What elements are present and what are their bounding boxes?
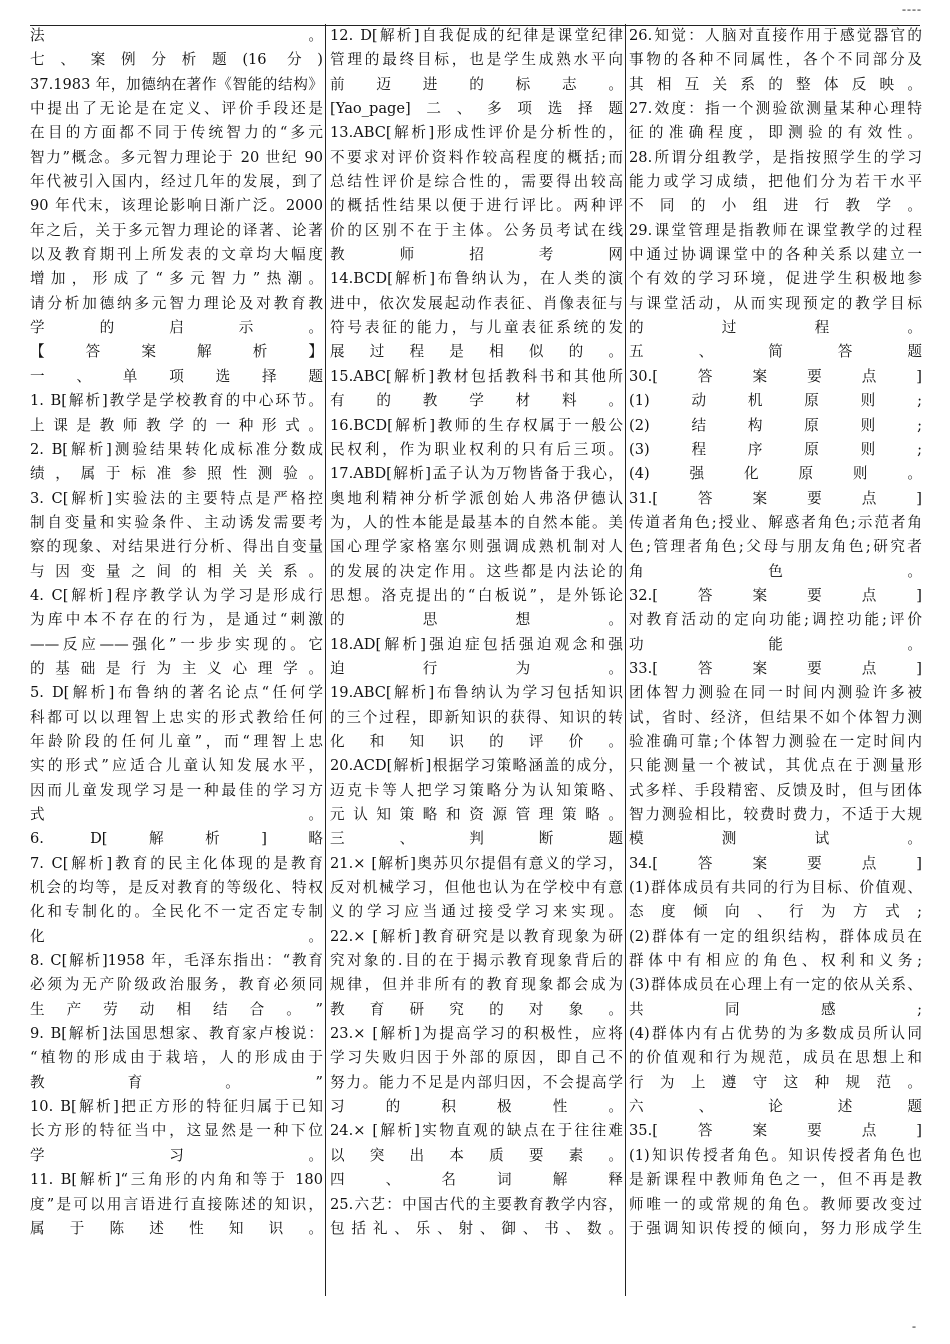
- text-line: 33.[答案要点]: [629, 659, 922, 677]
- text-line: 27.效度：指一个测验欲测量某种心理特: [629, 100, 922, 118]
- text-line: 29.课堂管理是指教师在课堂教学的过程: [629, 221, 922, 239]
- text-line: 4. C[解析]程序教学认为学习是形成行: [30, 586, 323, 604]
- text-line: 是新课程中教师角色之一，但不再是教: [629, 1171, 922, 1189]
- text-line: 行为上遵守这种规范。: [629, 1073, 922, 1091]
- text-line: 不同的小组进行教学。: [629, 197, 922, 215]
- text-line: 包括礼、乐、射、御、书、数。: [330, 1219, 623, 1237]
- text-line: 30.[答案要点]: [629, 367, 922, 385]
- text-line: 为库中本不存在的行为，是通过“刺激: [30, 611, 323, 629]
- text-line: 能力或学习成绩，把他们分为若干水平: [629, 173, 922, 191]
- text-line: 一、单项选择题: [30, 367, 323, 385]
- text-line: 色;管理者角色;父母与朋友角色;研究者: [629, 538, 922, 556]
- text-line: 增加，形成了“多元智力”热潮。: [30, 270, 323, 288]
- text-line: 察的现象、对结果进行分析、得出自变量: [30, 538, 323, 556]
- text-line: (4)强化原则。: [629, 465, 922, 483]
- text-line: 三、判断题: [330, 830, 623, 848]
- text-line: 教育。”: [30, 1073, 323, 1091]
- text-line: 规律，但并非所有的教育现象都会成为: [330, 976, 623, 994]
- text-line: 9. B[解析]法国思想家、教育家卢梭说：: [30, 1025, 323, 1043]
- text-column-left: [30, 24, 323, 1344]
- text-line: 上课是教师教学的一种形式。: [30, 416, 323, 434]
- page-bottom-mark: -: [912, 1319, 916, 1333]
- text-line: 学的启示。: [30, 319, 323, 337]
- text-line: (1)动机原则;: [629, 392, 922, 410]
- text-line: 14.BCD[解析]布鲁纳认为，在人类的演: [330, 270, 623, 288]
- text-line: (2)结构原则;: [629, 416, 922, 434]
- text-column-middle: [330, 24, 623, 1344]
- text-line: 努力。能力不足是内部归因，不会提高学: [330, 1073, 623, 1091]
- column-divider: [625, 24, 626, 1296]
- text-line: 年龄阶段的任何儿童”，而“理智上忠: [30, 732, 323, 750]
- text-line: 35.[答案要点]: [629, 1122, 922, 1140]
- text-line: 符号表征的能力，与儿童表征系统的发: [330, 319, 623, 337]
- text-line: (1)群体成员有共同的行为目标、价值观、: [629, 879, 922, 897]
- text-line: 教育研究的对象。: [330, 1000, 623, 1018]
- text-line: 1. B[解析]教学是学校教育的中心环节。: [30, 392, 323, 410]
- text-line: “植物的形成由于栽培，人的形成由于: [30, 1049, 323, 1067]
- text-line: 7. C[解析]教育的民主化体现的是教育: [30, 854, 323, 872]
- text-line: 只能测量一个被试，其优点在于测量形: [629, 757, 922, 775]
- text-line: 前迈进的标志。: [330, 75, 623, 93]
- text-line: 民权利，作为职业权利的只有后三项。: [330, 440, 623, 458]
- text-line: 学习。: [30, 1146, 323, 1164]
- text-line: 12. D[解析]自我促成的纪律是课堂纪律: [330, 27, 623, 44]
- text-line: 角色。: [629, 562, 922, 580]
- text-line: 征的准确程度，即测验的有效性。: [629, 124, 922, 142]
- text-line: 团体智力测验在同一时间内测验许多被: [629, 684, 922, 702]
- text-line: 国心理学家格塞尔则强调成熟机制对人: [330, 538, 623, 556]
- text-line: 18.AD[解析]强迫症包括强迫观念和强: [330, 635, 623, 653]
- text-line: 【答案解析】: [30, 343, 323, 361]
- text-line: 中通过协调课堂中的各种关系以建立一: [629, 246, 922, 264]
- text-line: 15.ABC[解析]教材包括教科书和其他所: [330, 367, 623, 385]
- text-line: 以突出本质要素。: [330, 1146, 623, 1164]
- text-line: 因而儿童发现学习是一种最佳的学习方: [30, 781, 323, 799]
- text-line: 个有效的学习环境，促进学生积极地参: [629, 270, 922, 288]
- text-line: 长方形的特征当中，这显然是一种下位: [30, 1122, 323, 1140]
- text-line: 迫行为。: [330, 659, 623, 677]
- text-line: 24.× [解析]实物直观的缺点在于往往难: [330, 1122, 623, 1140]
- text-line: [Yao_page]二、多项选择题: [330, 100, 623, 118]
- text-line: 37.1983 年，加德纳在著作《智能的结构》: [30, 75, 323, 93]
- text-line: 验准确可靠;个体智力测验在一定时间内: [629, 732, 922, 750]
- text-line: 共同感;: [629, 1000, 922, 1018]
- text-line: 26.知觉：人脑对直接作用于感觉器官的: [629, 27, 922, 44]
- text-line: 模测试。: [629, 830, 922, 848]
- text-line: 有的教学材料。: [330, 392, 623, 410]
- text-line: 的基础是行为主义心理学。: [30, 659, 323, 677]
- text-line: 请分析加德纳多元智力理论及对教育教: [30, 294, 323, 312]
- text-line: 19.ABC[解析]布鲁纳认为学习包括知识: [330, 684, 623, 702]
- column-divider: [325, 24, 326, 1296]
- text-line: 六、论述题: [629, 1098, 922, 1116]
- text-line: 迈克卡等人把学习策略分为认知策略、: [330, 781, 623, 799]
- text-line: 以及教育期刊上所发表的文章均大幅度: [30, 246, 323, 264]
- text-line: (3)群体成员在心理上有一定的依从关系、: [629, 976, 922, 994]
- text-line: 中提出了无论是在定义、评价手段还是: [30, 100, 323, 118]
- text-line: 必须为无产阶级政治服务，教育必须同: [30, 976, 323, 994]
- text-line: 与课堂活动，从而实现预定的教学目标: [629, 294, 922, 312]
- text-line: 其相互关系的整体反映。: [629, 75, 922, 93]
- text-line: 制自变量和实验条件、主动诱发需要考: [30, 513, 323, 531]
- text-line: 事物的各种不同属性，各个不同部分及: [629, 51, 922, 69]
- text-line: 对教育活动的定向功能;调控功能;评价: [629, 611, 922, 629]
- text-line: 8. C[解析]1958 年，毛泽东指出：“教育: [30, 952, 323, 970]
- text-line: 进中，依次发展起动作表征、肖像表征与: [330, 294, 623, 312]
- text-line: 在目的方面都不同于传统智力的“多元: [30, 124, 323, 142]
- text-line: 年代被引入国内，经过几年的发展，到了: [30, 173, 323, 191]
- text-line: 功能。: [629, 635, 922, 653]
- text-line: 不要求对评价资料作较高程度的概括;而: [330, 148, 623, 166]
- page-top-mark: ----: [902, 2, 922, 16]
- text-line: 反对机械学习，但他也认为在学校中有意: [330, 879, 623, 897]
- text-line: 绩，属于标准参照性测验。: [30, 465, 323, 483]
- text-line: 17.ABD[解析]孟子认为万物皆备于我心，: [330, 465, 623, 483]
- text-line: 法。: [30, 27, 323, 44]
- text-line: 师唯一的或常规的角色。教师要改变过: [629, 1195, 922, 1213]
- text-line: 义的学习应当通过接受学习来实现。: [330, 903, 623, 921]
- text-line: 6. D[解析]略: [30, 830, 323, 848]
- text-line: 价的区别不在于主体。公务员考试在线: [330, 221, 623, 239]
- text-line: 度”是可以用言语进行直接陈述的知识，: [30, 1195, 323, 1213]
- text-line: (3)程序原则;: [629, 440, 922, 458]
- text-line: 群体中有相应的角色、权利和义务;: [629, 952, 922, 970]
- text-line: 态度倾向、行为方式;: [629, 903, 922, 921]
- text-line: 13.ABC[解析]形成性评价是分析性的，: [330, 124, 623, 142]
- text-line: 奥地利精神分析学派创始人弗洛伊德认: [330, 489, 623, 507]
- text-line: 5. D[解析]布鲁纳的著名论点“任何学: [30, 684, 323, 702]
- text-line: 究对象的.目的在于揭示教育现象背后的: [330, 952, 623, 970]
- text-line: 年之后，关于多元智力理论的译著、论著: [30, 221, 323, 239]
- text-line: 32.[答案要点]: [629, 586, 922, 604]
- text-line: 31.[答案要点]: [629, 489, 922, 507]
- text-line: 22.× [解析]教育研究是以教育现象为研: [330, 927, 623, 945]
- text-line: 21.× [解析]奥苏贝尔提倡有意义的学习，: [330, 854, 623, 872]
- text-line: (1)知识传授者角色。知识传授者角色也: [629, 1146, 922, 1164]
- text-line: 11. B[解析]“三角形的内角和等于 180: [30, 1171, 323, 1189]
- text-line: 试，省时、经济，但结果不如个体智力测: [629, 708, 922, 726]
- text-line: 总结性评价是综合性的，需要得出较高: [330, 173, 623, 191]
- text-line: 展过程是相似的。: [330, 343, 623, 361]
- text-line: 智力测验相比，较费时费力，不适于大规: [629, 806, 922, 823]
- text-line: (4)群体内有占优势的为多数成员所认同: [629, 1025, 922, 1043]
- text-line: 与因变量之间的相关关系。: [30, 562, 323, 580]
- text-line: 34.[答案要点]: [629, 854, 922, 872]
- text-line: 化和知识的评价。: [330, 732, 623, 750]
- text-line: 五、简答题: [629, 343, 922, 361]
- text-line: ——反应——强化”一步步实现的。它: [30, 635, 323, 653]
- text-line: 习的积极性。: [330, 1098, 623, 1116]
- text-line: 16.BCD[解析]教师的生存权属于一般公: [330, 416, 623, 434]
- text-line: 25.六艺：中国古代的主要教育教学内容，: [330, 1195, 623, 1213]
- text-line: 机会的均等，是反对教育的等级化、特权: [30, 879, 323, 897]
- text-line: 28.所谓分组教学，是指按照学生的学习: [629, 148, 922, 166]
- text-line: 式多样、手段精密、反馈及时，但与团体: [629, 781, 922, 799]
- text-column-right: [629, 24, 922, 1344]
- text-line: 化。: [30, 927, 323, 945]
- text-line: 于强调知识传授的倾向，努力形成学生: [629, 1219, 922, 1237]
- text-line: 实的形式”应适合儿童认知发展水平，: [30, 757, 323, 775]
- text-line: 生产劳动相结合。”: [30, 1000, 323, 1018]
- text-line: 元认知策略和资源管理策略。: [330, 806, 623, 823]
- text-line: 传道者角色;授业、解惑者角色;示范者角: [629, 513, 922, 531]
- text-line: 智力”概念。多元智力理论于 20 世纪 90: [30, 148, 323, 166]
- text-line: 的三个过程，即新知识的获得、知识的转: [330, 708, 623, 726]
- text-line: 2. B[解析]测验结果转化成标准分数成: [30, 440, 323, 458]
- text-line: 90 年代末，该理论影响日渐广泛。2000: [30, 197, 323, 215]
- text-line: 教师招考网: [330, 246, 623, 264]
- text-line: 的过程。: [629, 319, 922, 337]
- text-line: 思想。洛克提出的“白板说”，是外铄论: [330, 586, 623, 604]
- text-line: 10. B[解析]把正方形的特征归属于已知: [30, 1098, 323, 1116]
- text-line: 化和专制化的。全民化不一定否定专制: [30, 903, 323, 921]
- text-line: 管理的最终目标，也是学生成熟水平向: [330, 51, 623, 69]
- text-line: 3. C[解析]实验法的主要特点是严格控: [30, 489, 323, 507]
- text-line: 的概括性结果以便于进行评比。两种评: [330, 197, 623, 215]
- text-line: 的发展的决定作用。这些都是内法论的: [330, 562, 623, 580]
- text-line: 23.× [解析]为提高学习的积极性，应将: [330, 1025, 623, 1043]
- text-line: 七、案例分析题(16 分): [30, 51, 323, 69]
- text-line: 的价值观和行为规范，成员在思想上和: [629, 1049, 922, 1067]
- text-line: 式。: [30, 806, 323, 823]
- text-line: (2)群体有一定的组织结构，群体成员在: [629, 927, 922, 945]
- text-line: 属于陈述性知识。: [30, 1219, 323, 1237]
- text-line: 科都可以以理智上忠实的形式教给任何: [30, 708, 323, 726]
- text-line: 学习失败归因于外部的原因，即自己不: [330, 1049, 623, 1067]
- text-line: 为，人的性本能是最基本的自然本能。美: [330, 513, 623, 531]
- text-line: 20.ACD[解析]根据学习策略涵盖的成分，: [330, 757, 623, 775]
- text-line: 四、名词解释: [330, 1171, 623, 1189]
- text-line: 的思想。: [330, 611, 623, 629]
